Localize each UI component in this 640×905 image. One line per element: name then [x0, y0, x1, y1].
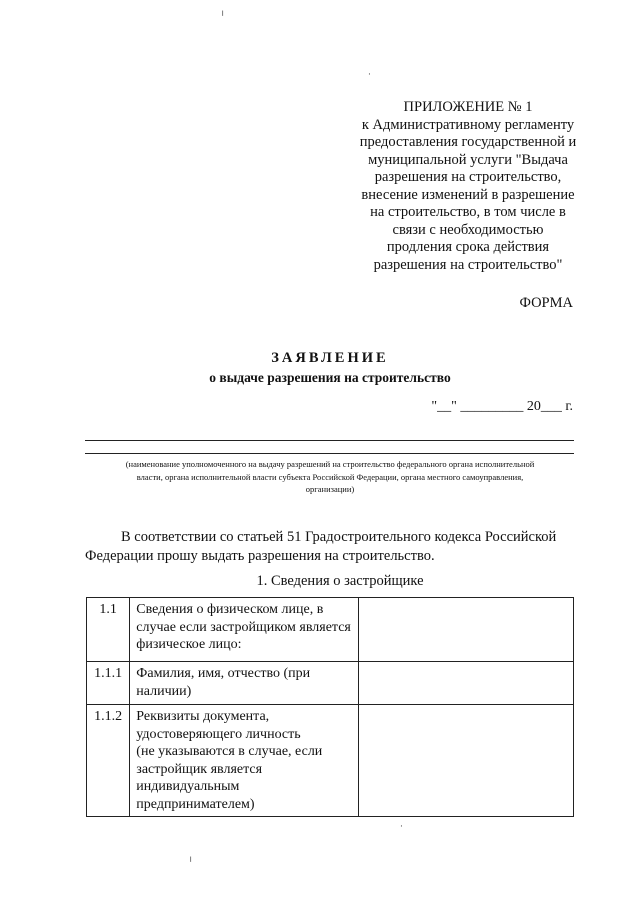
table-row — [87, 598, 574, 662]
authority-caption-line: организации) — [305, 484, 355, 494]
appendix-line: разрешения на строительство, — [374, 169, 562, 185]
intro-line: В соответствии со статьей 51 Градостроительного кодекса Российской — [121, 529, 557, 545]
appendix-line: муниципальной услуги "Выдача — [368, 151, 568, 168]
row-number: 1.1.1 — [87, 662, 130, 705]
appendix-line: разрешения на строительство" — [373, 256, 563, 273]
scan-speck: ╵ — [188, 858, 194, 868]
applicant-info-table — [86, 597, 574, 817]
appendix-line: внесение изменений в разрешение — [361, 186, 575, 203]
appendix-line: на строительство, в том числе в — [370, 204, 566, 220]
row-value-cell[interactable] — [359, 598, 574, 662]
row-label-line: Фамилия, имя, отчество (при — [136, 666, 311, 681]
table-row — [87, 662, 574, 705]
row-label-line: предпринимателем) — [136, 796, 255, 812]
row-label — [130, 662, 359, 705]
appendix-line: ПРИЛОЖЕНИЕ № 1 — [403, 99, 533, 115]
authority-name-underline — [85, 453, 574, 454]
appendix-line: связи с необходимостью — [392, 221, 544, 238]
appendix-line: к Административному регламенту — [361, 116, 575, 133]
appendix-header — [340, 99, 596, 274]
row-label-line: удостоверяющего личность — [136, 726, 301, 742]
row-label-line: наличии) — [136, 683, 192, 699]
row-number: 1.1 — [87, 598, 130, 662]
intro-paragraph — [85, 528, 585, 566]
scan-speck: · — [400, 822, 403, 832]
appendix-line: предоставления государственной и — [359, 134, 577, 150]
row-label — [130, 705, 359, 817]
date-field[interactable]: "__" _________ 20___ г. — [431, 399, 573, 414]
row-value-cell[interactable] — [359, 705, 574, 817]
row-value-cell[interactable] — [359, 662, 574, 705]
row-label-line: Сведения о физическом лице, в — [136, 602, 324, 617]
authority-caption-line: власти, органа исполнительной власти субъекта Российской Федерации, органа местного самоуправления, — [136, 471, 524, 482]
row-label-line: индивидуальным — [136, 779, 240, 794]
document-subtitle: о выдаче разрешения на строительство — [209, 370, 451, 385]
row-number: 1.1.2 — [87, 705, 130, 817]
form-label: ФОРМА — [519, 295, 573, 311]
row-label-line: застройщик является — [136, 761, 263, 777]
authority-caption — [88, 458, 572, 496]
table-row — [87, 705, 574, 817]
scan-speck: ╵ — [220, 12, 226, 22]
authority-name-line[interactable] — [85, 440, 574, 441]
section-heading: 1. Сведения о застройщике — [256, 573, 424, 589]
appendix-line: продления срока действия — [386, 239, 550, 255]
scan-speck: · — [368, 70, 371, 80]
authority-caption-line: (наименование уполномоченного на выдачу разрешений на строительство федерального органа исполнительной — [125, 459, 535, 469]
row-label-line: (не указываются в случае, если — [136, 744, 323, 759]
row-label — [130, 598, 359, 662]
document-title: ЗАЯВЛЕНИЕ — [271, 350, 389, 366]
row-label-line: Реквизиты документа, — [136, 709, 270, 724]
intro-line: Федерации прошу выдать разрешения на строительство. — [85, 548, 435, 564]
row-label-line: физическое лицо: — [136, 637, 242, 652]
row-label-line: случае если застройщиком является — [136, 619, 351, 635]
